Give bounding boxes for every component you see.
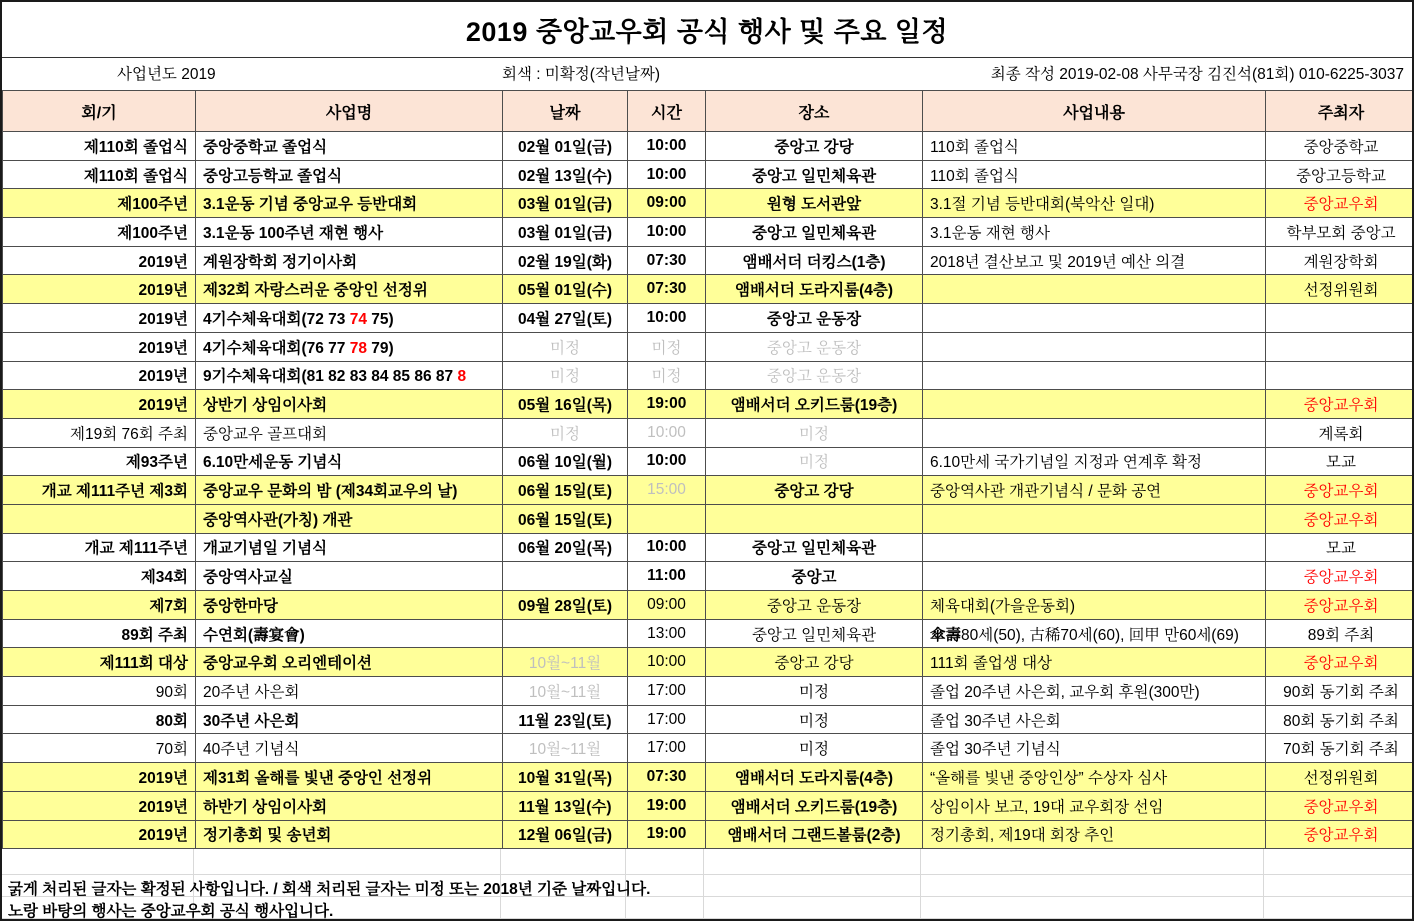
cell-host: 계원장학회 bbox=[1266, 246, 1414, 275]
cell-host: 89회 주최 bbox=[1266, 619, 1414, 648]
cell-group: 제34회 bbox=[3, 562, 196, 591]
footnote-yellow: 노랑 바탕의 행사는 중앙교우회 공식 행사입니다. bbox=[8, 903, 334, 921]
cell-event: 20주년 사은회 bbox=[196, 677, 503, 706]
cell-host: 중앙교우회 bbox=[1266, 189, 1414, 218]
cell-date: 05월 01일(수) bbox=[503, 275, 628, 304]
cell-content bbox=[923, 562, 1266, 591]
cell-time bbox=[628, 504, 706, 533]
cell-group: 제19회 76회 주최 bbox=[3, 418, 196, 447]
cell-event: 3.1운동 100주년 재현 행사 bbox=[196, 218, 503, 247]
cell-time: 11:00 bbox=[628, 562, 706, 591]
cell-date: 03월 01일(금) bbox=[503, 218, 628, 247]
cell-date: 02월 13일(수) bbox=[503, 160, 628, 189]
cell-content: 졸업 20주년 사은회, 교우회 후원(300만) bbox=[923, 677, 1266, 706]
cell-content: “올해를 빛낸 중앙인상” 수상자 심사 bbox=[923, 763, 1266, 792]
table-row bbox=[3, 189, 1414, 218]
cell-time: 09:00 bbox=[628, 591, 706, 620]
cell-content: 2018년 결산보고 및 2019년 예산 의결 bbox=[923, 246, 1266, 275]
cell-host: 중앙고등학교 bbox=[1266, 160, 1414, 189]
cell-place: 중앙고 일민체육관 bbox=[706, 533, 923, 562]
cell-time: 10:00 bbox=[628, 418, 706, 447]
table-row bbox=[3, 275, 1414, 304]
cell-event: 30주년 사은회 bbox=[196, 705, 503, 734]
table-row bbox=[3, 791, 1414, 820]
cell-group: 2019년 bbox=[3, 275, 196, 304]
cell-content: 상임이사 보고, 19대 교우회장 선임 bbox=[923, 791, 1266, 820]
column-header-place: 장소 bbox=[706, 91, 923, 132]
column-header-time: 시간 bbox=[628, 91, 706, 132]
cell-place: 중앙고 운동장 bbox=[706, 332, 923, 361]
cell-content: 정기총회, 제19대 회장 추인 bbox=[923, 820, 1266, 849]
cell-place: 미정 bbox=[706, 734, 923, 763]
column-header-event: 사업명 bbox=[196, 91, 503, 132]
last-updated-label: 최종 작성 2019-02-08 사무국장 김진석(81회) 010-6225-3037 bbox=[990, 66, 1404, 83]
cell-host: 중앙교우회 bbox=[1266, 820, 1414, 849]
cell-date: 06월 10일(월) bbox=[503, 447, 628, 476]
table-row bbox=[3, 820, 1414, 849]
schedule-table bbox=[2, 90, 1414, 849]
cell-content bbox=[923, 418, 1266, 447]
cell-time: 07:30 bbox=[628, 246, 706, 275]
cell-content: 체육대회(가을운동회) bbox=[923, 591, 1266, 620]
cell-event: 수연회(壽宴會) bbox=[196, 619, 503, 648]
cell-content: 110회 졸업식 bbox=[923, 160, 1266, 189]
cell-time: 07:30 bbox=[628, 275, 706, 304]
cell-place: 중앙고 운동장 bbox=[706, 304, 923, 333]
cell-place: 앰배서더 오키드룸(19층) bbox=[706, 791, 923, 820]
cell-content bbox=[923, 275, 1266, 304]
cell-place: 원형 도서관앞 bbox=[706, 189, 923, 218]
cell-place: 앰배서더 도라지룸(4층) bbox=[706, 275, 923, 304]
cell-event: 하반기 상임이사회 bbox=[196, 791, 503, 820]
cell-time: 10:00 bbox=[628, 218, 706, 247]
cell-group: 2019년 bbox=[3, 390, 196, 419]
footnote-legend: 굵게 처리된 글자는 확정된 사항입니다. / 회색 처리된 글자는 미정 또는 2018년 기준 날짜입니다. bbox=[8, 881, 651, 899]
table-row bbox=[3, 160, 1414, 189]
cell-time: 17:00 bbox=[628, 705, 706, 734]
cell-time: 미정 bbox=[628, 361, 706, 390]
cell-host: 계록회 bbox=[1266, 418, 1414, 447]
cell-host: 90회 동기회 주최 bbox=[1266, 677, 1414, 706]
cell-host: 70회 동기회 주최 bbox=[1266, 734, 1414, 763]
cell-content bbox=[923, 390, 1266, 419]
cell-group: 2019년 bbox=[3, 791, 196, 820]
cell-time: 10:00 bbox=[628, 648, 706, 677]
cell-host: 모교 bbox=[1266, 533, 1414, 562]
business-year-label: 사업년도 2019 bbox=[117, 66, 216, 83]
cell-host: 선정위원회 bbox=[1266, 763, 1414, 792]
cell-time: 19:00 bbox=[628, 390, 706, 419]
cell-host: 중앙교우회 bbox=[1266, 390, 1414, 419]
table-row bbox=[3, 132, 1414, 161]
table-row bbox=[3, 648, 1414, 677]
cell-event: 중앙교우 골프대회 bbox=[196, 418, 503, 447]
cell-host: 중앙교우회 bbox=[1266, 562, 1414, 591]
title-row bbox=[2, 2, 1412, 58]
cell-place: 미정 bbox=[706, 677, 923, 706]
cell-event: 중앙역사교실 bbox=[196, 562, 503, 591]
cell-group: 90회 bbox=[3, 677, 196, 706]
cell-time: 10:00 bbox=[628, 160, 706, 189]
cell-content bbox=[923, 361, 1266, 390]
cell-place: 미정 bbox=[706, 418, 923, 447]
column-header-date: 날짜 bbox=[503, 91, 628, 132]
header-row bbox=[3, 91, 1414, 132]
cell-event: 4기수체육대회(72 73 74 75) bbox=[196, 304, 503, 333]
column-header-content: 사업내용 bbox=[923, 91, 1266, 132]
cell-group: 2019년 bbox=[3, 304, 196, 333]
table-row bbox=[3, 218, 1414, 247]
cell-time: 13:00 bbox=[628, 619, 706, 648]
cell-event: 9기수체육대회(81 82 83 84 85 86 87 8 bbox=[196, 361, 503, 390]
cell-group: 제7회 bbox=[3, 591, 196, 620]
cell-content: 졸업 30주년 기념식 bbox=[923, 734, 1266, 763]
cell-event: 정기총회 및 송년회 bbox=[196, 820, 503, 849]
cell-host bbox=[1266, 332, 1414, 361]
cell-date: 06월 15일(토) bbox=[503, 476, 628, 505]
cell-date: 10월~11월 bbox=[503, 677, 628, 706]
cell-event: 개교기념일 기념식 bbox=[196, 533, 503, 562]
gridline bbox=[1263, 849, 1264, 919]
table-row bbox=[3, 390, 1414, 419]
cell-content: 110회 졸업식 bbox=[923, 132, 1266, 161]
table-row bbox=[3, 705, 1414, 734]
cell-host: 중앙교우회 bbox=[1266, 648, 1414, 677]
gridline bbox=[703, 849, 704, 919]
cell-content: 중앙역사관 개관기념식 / 문화 공연 bbox=[923, 476, 1266, 505]
cell-content: 111회 졸업생 대상 bbox=[923, 648, 1266, 677]
cell-place: 중앙고 bbox=[706, 562, 923, 591]
cell-place: 중앙고 일민체육관 bbox=[706, 218, 923, 247]
cell-date: 미정 bbox=[503, 332, 628, 361]
cell-group: 제100주년 bbox=[3, 218, 196, 247]
cell-content bbox=[923, 304, 1266, 333]
cell-date: 02월 01일(금) bbox=[503, 132, 628, 161]
table-row bbox=[3, 418, 1414, 447]
cell-group bbox=[3, 504, 196, 533]
cell-content: 傘壽80세(50), 古稀70세(60), 回甲 만60세(69) bbox=[923, 619, 1266, 648]
cell-content: 6.10만세 국가기념일 지정과 연계후 확정 bbox=[923, 447, 1266, 476]
cell-place: 중앙고 강당 bbox=[706, 132, 923, 161]
cell-host: 중앙교우회 bbox=[1266, 504, 1414, 533]
cell-content bbox=[923, 504, 1266, 533]
cell-group: 80회 bbox=[3, 705, 196, 734]
table-row bbox=[3, 504, 1414, 533]
cell-date: 04월 27일(토) bbox=[503, 304, 628, 333]
cell-host: 중앙교우회 bbox=[1266, 791, 1414, 820]
cell-content bbox=[923, 332, 1266, 361]
cell-event: 제32회 자랑스러운 중앙인 선정위 bbox=[196, 275, 503, 304]
cell-place: 미정 bbox=[706, 447, 923, 476]
cell-date: 11월 23일(토) bbox=[503, 705, 628, 734]
cell-event: 6.10만세운동 기념식 bbox=[196, 447, 503, 476]
cell-event: 중앙교우회 오리엔테이션 bbox=[196, 648, 503, 677]
cell-time: 10:00 bbox=[628, 447, 706, 476]
cell-event: 3.1운동 기념 중앙교우 등반대회 bbox=[196, 189, 503, 218]
page-title: 2019 중앙교우회 공식 행사 및 주요 일정 bbox=[465, 17, 949, 47]
cell-host: 중앙중학교 bbox=[1266, 132, 1414, 161]
cell-event: 중앙교우 문화의 밤 (제34회교우의 날) bbox=[196, 476, 503, 505]
cell-group: 개교 제111주년 bbox=[3, 533, 196, 562]
cell-place: 앰배서더 도라지룸(4층) bbox=[706, 763, 923, 792]
cell-place: 중앙고 일민체육관 bbox=[706, 619, 923, 648]
cell-group: 2019년 bbox=[3, 820, 196, 849]
cell-event: 상반기 상임이사회 bbox=[196, 390, 503, 419]
cell-time: 09:00 bbox=[628, 189, 706, 218]
cell-place: 중앙고 운동장 bbox=[706, 361, 923, 390]
cell-event: 제31회 올해를 빛낸 중앙인 선정위 bbox=[196, 763, 503, 792]
cell-event: 중앙고등학교 졸업식 bbox=[196, 160, 503, 189]
cell-group: 개교 제111주년 제3회 bbox=[3, 476, 196, 505]
cell-date: 10월~11월 bbox=[503, 734, 628, 763]
cell-event: 계원장학회 정기이사회 bbox=[196, 246, 503, 275]
cell-place: 중앙고 강당 bbox=[706, 648, 923, 677]
cell-date: 12월 06일(금) bbox=[503, 820, 628, 849]
cell-date: 10월 31일(목) bbox=[503, 763, 628, 792]
table-row bbox=[3, 677, 1414, 706]
cell-group: 제111회 대상 bbox=[3, 648, 196, 677]
table-row bbox=[3, 304, 1414, 333]
table-row bbox=[3, 533, 1414, 562]
cell-host: 80회 동기회 주최 bbox=[1266, 705, 1414, 734]
cell-time: 19:00 bbox=[628, 791, 706, 820]
cell-date bbox=[503, 562, 628, 591]
table-row bbox=[3, 734, 1414, 763]
table-row bbox=[3, 619, 1414, 648]
cell-host: 선정위원회 bbox=[1266, 275, 1414, 304]
cell-date: 미정 bbox=[503, 361, 628, 390]
cell-group: 2019년 bbox=[3, 763, 196, 792]
cell-date: 02월 19일(화) bbox=[503, 246, 628, 275]
gridline bbox=[920, 849, 921, 919]
cell-time: 17:00 bbox=[628, 677, 706, 706]
cell-time: 미정 bbox=[628, 332, 706, 361]
cell-content: 졸업 30주년 사은회 bbox=[923, 705, 1266, 734]
table-row bbox=[3, 332, 1414, 361]
cell-date: 09월 28일(토) bbox=[503, 591, 628, 620]
cell-group: 제110회 졸업식 bbox=[3, 160, 196, 189]
cell-date: 06월 20일(목) bbox=[503, 533, 628, 562]
cell-group: 2019년 bbox=[3, 332, 196, 361]
gray-legend-label: 회색 : 미확정(작년날짜) bbox=[502, 66, 661, 83]
cell-host bbox=[1266, 304, 1414, 333]
cell-group: 2019년 bbox=[3, 361, 196, 390]
table-row bbox=[3, 476, 1414, 505]
cell-content bbox=[923, 533, 1266, 562]
cell-place: 중앙고 일민체육관 bbox=[706, 160, 923, 189]
cell-time: 10:00 bbox=[628, 533, 706, 562]
cell-group: 제110회 졸업식 bbox=[3, 132, 196, 161]
cell-host: 학부모회 중앙고 bbox=[1266, 218, 1414, 247]
cell-time: 10:00 bbox=[628, 304, 706, 333]
cell-group: 제100주년 bbox=[3, 189, 196, 218]
cell-place: 중앙고 강당 bbox=[706, 476, 923, 505]
cell-place: 앰배서더 더킹스(1층) bbox=[706, 246, 923, 275]
cell-content: 3.1운동 재현 행사 bbox=[923, 218, 1266, 247]
footer-area bbox=[2, 849, 1412, 919]
info-row bbox=[2, 58, 1412, 90]
cell-time: 10:00 bbox=[628, 132, 706, 161]
table-row bbox=[3, 591, 1414, 620]
cell-group: 제93주년 bbox=[3, 447, 196, 476]
cell-host: 모교 bbox=[1266, 447, 1414, 476]
cell-host bbox=[1266, 361, 1414, 390]
cell-date: 05월 16일(목) bbox=[503, 390, 628, 419]
cell-event: 중앙중학교 졸업식 bbox=[196, 132, 503, 161]
cell-group: 89회 주최 bbox=[3, 619, 196, 648]
gridline bbox=[2, 874, 1412, 875]
cell-date: 06월 15일(토) bbox=[503, 504, 628, 533]
cell-date: 10월~11월 bbox=[503, 648, 628, 677]
cell-event: 40주년 기념식 bbox=[196, 734, 503, 763]
cell-date: 03월 01일(금) bbox=[503, 189, 628, 218]
column-header-host: 주최자 bbox=[1266, 91, 1414, 132]
cell-place: 앰배서더 그랜드볼룸(2층) bbox=[706, 820, 923, 849]
cell-content: 3.1절 기념 등반대회(북악산 일대) bbox=[923, 189, 1266, 218]
cell-date bbox=[503, 619, 628, 648]
table-row bbox=[3, 763, 1414, 792]
table-row bbox=[3, 246, 1414, 275]
cell-date: 미정 bbox=[503, 418, 628, 447]
cell-place: 미정 bbox=[706, 705, 923, 734]
cell-date: 11월 13일(수) bbox=[503, 791, 628, 820]
cell-time: 07:30 bbox=[628, 763, 706, 792]
cell-event: 4기수체육대회(76 77 78 79) bbox=[196, 332, 503, 361]
cell-group: 2019년 bbox=[3, 246, 196, 275]
table-row bbox=[3, 447, 1414, 476]
cell-place: 중앙고 운동장 bbox=[706, 591, 923, 620]
cell-host: 중앙교우회 bbox=[1266, 476, 1414, 505]
table-row bbox=[3, 361, 1414, 390]
cell-place: 앰배서더 오키드룸(19층) bbox=[706, 390, 923, 419]
cell-time: 17:00 bbox=[628, 734, 706, 763]
table-row bbox=[3, 562, 1414, 591]
cell-place bbox=[706, 504, 923, 533]
cell-time: 19:00 bbox=[628, 820, 706, 849]
cell-time: 15:00 bbox=[628, 476, 706, 505]
cell-group: 70회 bbox=[3, 734, 196, 763]
cell-event: 중앙한마당 bbox=[196, 591, 503, 620]
column-header-group: 회/기 bbox=[3, 91, 196, 132]
cell-host: 중앙교우회 bbox=[1266, 591, 1414, 620]
cell-event: 중앙역사관(가칭) 개관 bbox=[196, 504, 503, 533]
